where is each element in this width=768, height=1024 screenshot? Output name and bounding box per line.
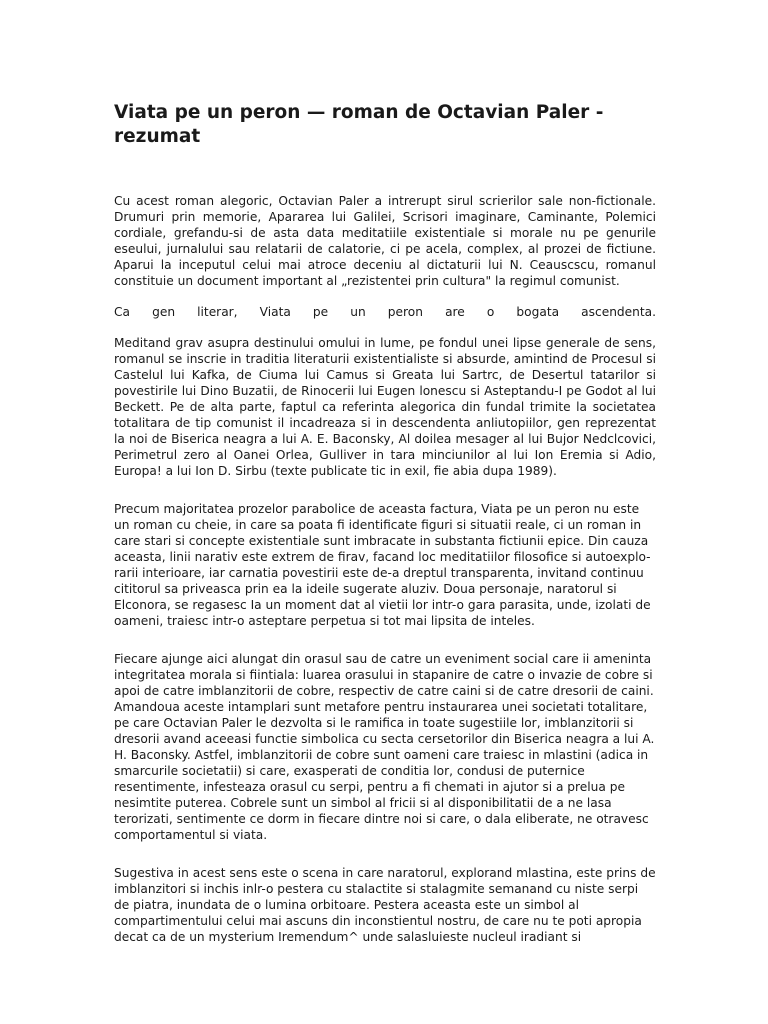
document-title: Viata pe un peron — roman de Octavian Paler - rezumat bbox=[114, 102, 604, 147]
paragraph-cave: Sugestiva in acest sens este o scena in care naratorul, explorand mlastina, este prins de imblanzitori si inchis inlr-o pestera cu stalactite si stalagmite semanand cu niste serpi de piatra, inundata de o lumina orbitoare. Pestera aceasta este un simbol al compartimentului celui mai ascuns din inconstientul nostru, de care nu te poti apropia decat ca de un mysterium Iremendum^ unde salasluieste nucleul iradiant si bbox=[114, 866, 656, 944]
paragraph-genre: Ca gen literar, Viata pe un peron are o bogata ascendenta. bbox=[114, 305, 656, 319]
paragraph-intro: Cu acest roman alegoric, Octavian Paler a intrerupt sirul scrierilor sale non-fictionale. Drumuri prin memorie, Apararea lui Galilei, Scrisori imaginare, Caminante, Polemici cordiale, grefandu-si de asta data meditatiile existentiale si morale nu pe genurile eseului, jurnalului sau relatarii de calatorie, ci pe acela, complex, al prozei de fictiune. Aparui la inceputul celui mai atroce deceniu al dictaturii lui N. Ceauscscu, romanul constituie un document important al „rezistentei prin cultura" la regimul comunist. bbox=[114, 194, 656, 288]
paragraph-tradition: Meditand grav asupra destinului omului in lume, pe fondul unei lipse generale de sens, romanul se inscrie in traditia literaturii existentialiste si absurde, amintind de Procesul si Castelul lui Kafka, de Ciuma lui Camus si Greata lui Sartrc, de Desertul tatarilor si povestirile lui Dino Buzatii, de Rinocerii lui Eugen lonescu si Asteptandu-I pe Godot al lui Beckett. Pe de alta parte, faptul ca referinta alegorica din fundal trimite la societatea totalitara de tip comunist il incadreaza si in descendenta anliutopiilor, gen reprezentat la noi de Biserica neagra a lui A. E. Baconsky, Al doilea mesager al lui Bujor Nedclcovici, Perimetrul zero al Oanei Orlea, Gulliver in tara minciunilor al lui Ion Eremia si Adio, Europa! a lui Ion D. Sirbu (texte publicate tic in exil, fie abia dupa 1989). bbox=[114, 336, 656, 478]
document-body bbox=[114, 193, 656, 960]
paragraph-city: Fiecare ajunge aici alungat din orasul sau de catre un eveniment social care ii ameninta integritatea morala si fiintiala: luarea orasului in stapanire de catre o invazie de cobre si apoi de catre imblanzitorii de cobre, respectiv de catre caini si de catre dresorii de caini. Amandoua aceste intamplari sunt metafore pentru instaurarea unei societati totalitare, pe care Octavian Paler le dezvolta si le ramifica in toate sugestiile lor, imblanzitorii si dresorii avand aceeasi functie simbolica cu secta cersetorilor din Biserica neagra a lui A. H. Baconsky. Astfel, imblanzitorii de cobre sunt oameni care traiesc in mlastini (adica in smarcurile societatii) si care, exasperati de conditia lor, condusi de puternice resentimente, infesteaza orasul cu serpi, pentru a fi chemati in ajutor si a prelua pe nesimtite puterea. Cobrele sunt un simbol al fricii si al disponibilitatii de a ne lasa terorizati, sentimente ce dorm in fiecare dintre noi si care, o dala eliberate, ne otravesc comportamentul si viata. bbox=[114, 652, 655, 842]
paragraph-parable: Precum majoritatea prozelor parabolice de aceasta factura, Viata pe un peron nu este un roman cu cheie, in care sa poata fi identificate figuri si situatii reale, ci un roman in care stari si concepte existentiale sunt imbracate in substanta fictiunii epice. Din cauza aceasta, linii narativ este extrem de firav, facand loc meditatiilor filosofice si autoexplo-rarii interioare, iar carnatia povestirii este de-a dreptul transparenta, invitand continuu cititorul sa priveasca prin ea la ideile sugerate aluziv. Doua personaje, naratorul si Elconora, se regasesc Ia un moment dat al vietii lor intr-o gara parasita, unde, izolati de oameni, traiesc intr-o asteptare perpetua si tot mai lipsita de inteles. bbox=[114, 502, 651, 628]
